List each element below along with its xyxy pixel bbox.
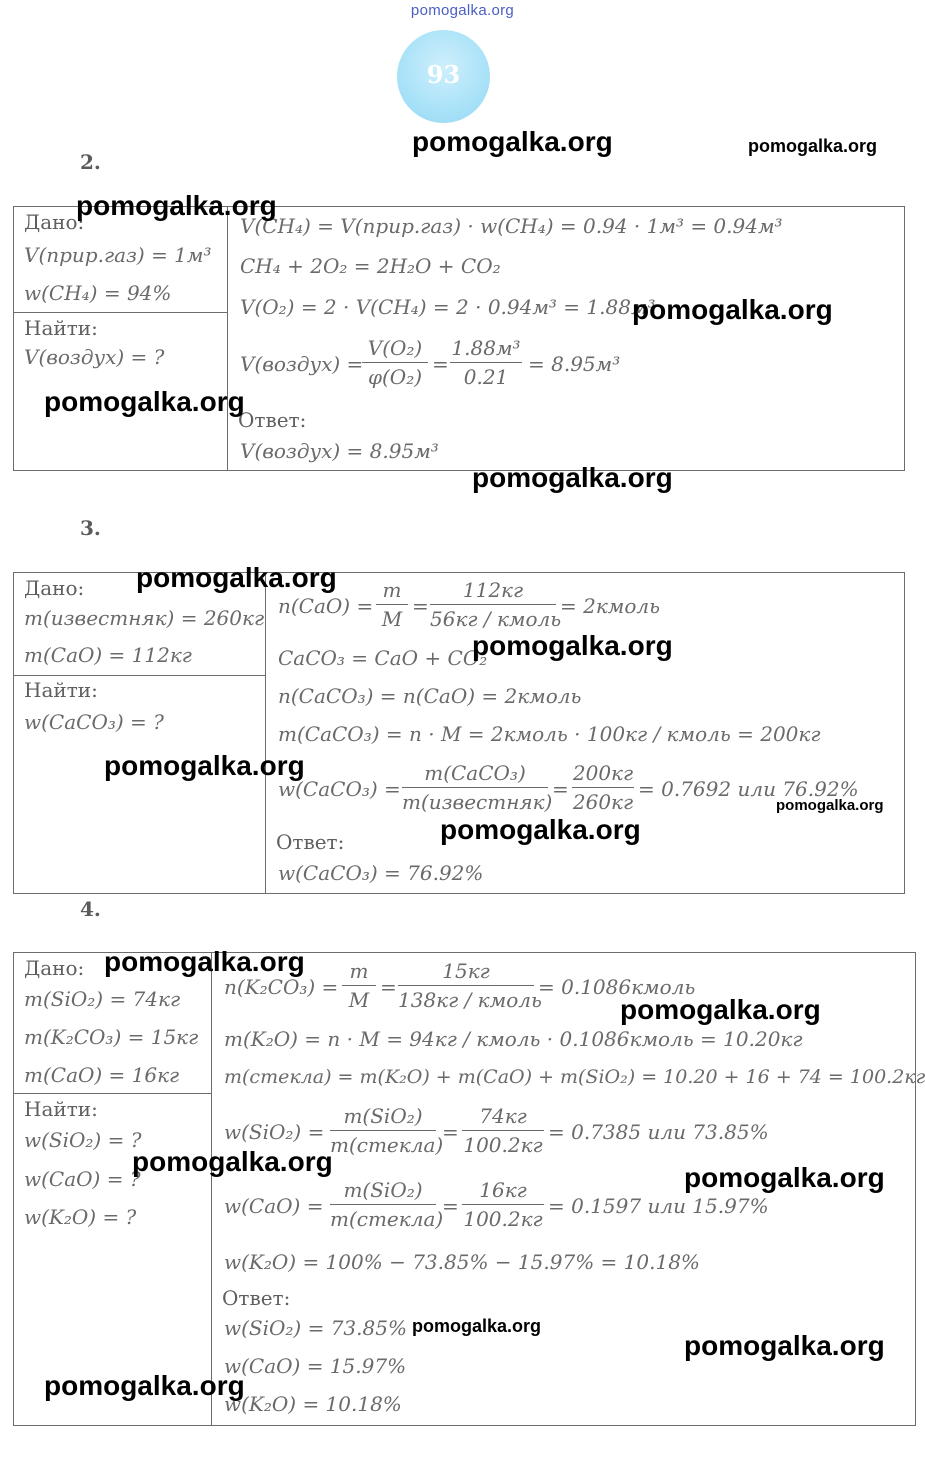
watermark: pomogalka.org xyxy=(440,814,641,845)
task-2-answer-line: V(воздух) = 8.95м³ xyxy=(240,439,439,463)
watermark: pomogalka.org xyxy=(136,562,337,593)
fraction-denominator: 260кг xyxy=(572,790,634,814)
fraction-bar xyxy=(342,985,376,986)
watermark: pomogalka.org xyxy=(44,386,245,417)
watermark: pomogalka.org xyxy=(44,1370,245,1401)
task-4-solution-line: m(стекла) = m(K₂O) + m(CaO) + m(SiO₂) = 10.20 + 16 + 74 = 100.2кг xyxy=(224,1066,925,1088)
watermark: pomogalka.org xyxy=(472,630,673,661)
fraction-numerator: m(SiO₂) xyxy=(343,1104,423,1128)
fraction xyxy=(398,959,542,1012)
task-2-given-separator xyxy=(13,312,228,313)
equals-sign: = xyxy=(552,777,569,801)
task-4-given-line: m(K₂CO₃) = 15кг xyxy=(24,1025,199,1049)
fraction-numerator: 1.88м³ xyxy=(451,336,521,360)
fraction-numerator: m(CaCO₃) xyxy=(424,761,526,785)
task-2-given-line: w(CH₄) = 94% xyxy=(24,281,172,305)
task-3-given-line: m(известняк) = 260кг xyxy=(24,606,265,630)
task-3-given-line: m(CaO) = 112кг xyxy=(24,643,192,667)
formula-result: = 0.7385 или 73.85% xyxy=(548,1120,769,1144)
fraction xyxy=(450,336,522,389)
fraction-bar xyxy=(450,362,522,363)
fraction-bar xyxy=(402,787,548,788)
fraction-bar xyxy=(398,985,534,986)
fraction xyxy=(362,336,428,389)
task-4-solution-line: m(K₂O) = n · M = 94кг / кмоль · 0.1086кмоль = 10.20кг xyxy=(224,1027,803,1051)
fraction-bar xyxy=(330,1204,436,1205)
fraction-denominator: 0.21 xyxy=(463,365,509,389)
fraction-numerator: V(O₂) xyxy=(367,336,423,360)
task-4-find-line: w(K₂O) = ? xyxy=(24,1205,137,1229)
formula-lhs: n(CaO) = xyxy=(278,594,374,618)
fraction xyxy=(376,578,408,631)
task-4-find-line: w(SiO₂) = ? xyxy=(24,1128,142,1152)
watermark: pomogalka.org xyxy=(104,946,305,977)
fraction-denominator: M xyxy=(348,988,370,1012)
task-4-number: 4. xyxy=(80,897,101,921)
watermark: pomogalka.org xyxy=(632,294,833,325)
task-3-find-label: Найти: xyxy=(24,678,98,702)
fraction xyxy=(430,578,562,631)
watermark: pomogalka.org xyxy=(412,126,613,157)
fraction-denominator: 100.2кг xyxy=(463,1133,543,1157)
formula-result: = 0.1597 или 15.97% xyxy=(548,1194,769,1218)
task-3-given-separator xyxy=(13,675,266,676)
formula-result: = 0.1086кмоль xyxy=(538,975,696,999)
watermark: pomogalka.org xyxy=(412,1316,542,1336)
watermark: pomogalka.org xyxy=(472,462,673,493)
task-2-find-line: V(воздух) = ? xyxy=(24,345,165,369)
fraction-bar xyxy=(376,604,408,605)
task-2-answer-label: Ответ: xyxy=(238,408,307,432)
fraction-numerator: m(SiO₂) xyxy=(343,1178,423,1202)
task-3-divider xyxy=(265,572,266,893)
task-4-find-line: w(CaO) = ? xyxy=(24,1167,141,1191)
watermark: pomogalka.org xyxy=(104,750,305,781)
fraction-denominator: φ(O₂) xyxy=(367,365,423,389)
fraction-numerator: m xyxy=(382,578,402,602)
formula-lhs: V(воздух) = xyxy=(240,352,364,376)
equals-sign: = xyxy=(442,1120,459,1144)
formula-result: = 8.95м³ xyxy=(528,352,621,376)
fraction-bar xyxy=(462,1204,544,1205)
task-4-given-label: Дано: xyxy=(24,956,85,980)
fraction-denominator: m(стекла) xyxy=(330,1133,444,1157)
task-2-solution-line: V(CH₄) = V(прир.газ) · w(CH₄) = 0.94 · 1м³ = 0.94м³ xyxy=(240,214,783,238)
fraction-numerator: m xyxy=(349,959,369,983)
watermark: pomogalka.org xyxy=(132,1146,333,1177)
task-2-given-label: Дано: xyxy=(24,210,85,234)
task-4-find-label: Найти: xyxy=(24,1097,98,1121)
equals-sign: = xyxy=(442,1194,459,1218)
fraction-bar xyxy=(572,787,634,788)
task-2-divider xyxy=(227,206,228,470)
fraction-numerator: 15кг xyxy=(442,959,490,983)
task-4-answer-line: w(SiO₂) = 73.85% xyxy=(224,1316,407,1340)
task-4-divider xyxy=(211,952,212,1425)
fraction xyxy=(462,1104,544,1157)
fraction xyxy=(402,761,553,814)
fraction-bar xyxy=(462,1130,544,1131)
task-3-answer-label: Ответ: xyxy=(276,830,345,854)
formula-lhs: n(K₂CO₃) = xyxy=(224,975,339,999)
site-header-link[interactable]: pomogalka.org xyxy=(410,2,515,19)
fraction xyxy=(330,1104,444,1157)
page-number: 93 xyxy=(426,60,461,89)
task-3-solution-line: m(CaCO₃) = n · M = 2кмоль · 100кг / кмоль = 200кг xyxy=(278,722,821,746)
fraction-denominator: 138кг / кмоль xyxy=(398,988,542,1012)
task-2-solution-line: V(O₂) = 2 · V(CH₄) = 2 · 0.94м³ = 1.88м³ xyxy=(240,295,656,319)
watermark: pomogalka.org xyxy=(620,994,821,1025)
task-4-given-line: m(SiO₂) = 74кг xyxy=(24,987,181,1011)
task-3-given-label: Дано: xyxy=(24,576,85,600)
watermark: pomogalka.org xyxy=(684,1330,885,1361)
equals-sign: = xyxy=(380,975,397,999)
fraction-numerator: 74кг xyxy=(479,1104,527,1128)
formula-lhs: w(CaO) = xyxy=(224,1194,324,1218)
task-2-number: 2. xyxy=(80,150,101,174)
fraction xyxy=(342,959,376,1012)
fraction xyxy=(330,1178,444,1231)
watermark: pomogalka.org xyxy=(684,1162,885,1193)
fraction xyxy=(572,761,634,814)
formula-result: = 2кмоль xyxy=(560,594,661,618)
task-4-solution-line: w(K₂O) = 100% − 73.85% − 15.97% = 10.18% xyxy=(224,1250,700,1274)
fraction-denominator: M xyxy=(381,607,403,631)
fraction-denominator: m(известняк) xyxy=(402,790,553,814)
task-3-solution-line: CaCO₃ = CaO + CO₂ xyxy=(278,646,488,670)
fraction-denominator: m(стекла) xyxy=(330,1207,444,1231)
task-3-answer-line: w(CaCO₃) = 76.92% xyxy=(278,861,484,885)
watermark: pomogalka.org xyxy=(76,190,277,221)
task-4-given-separator xyxy=(13,1093,212,1094)
fraction-denominator: 56кг / кмоль xyxy=(430,607,562,631)
task-3-solution-line: n(CaCO₃) = n(CaO) = 2кмоль xyxy=(278,684,582,708)
task-3-find-line: w(CaCO₃) = ? xyxy=(24,710,164,734)
task-4-answer-line: w(K₂O) = 10.18% xyxy=(224,1392,402,1416)
fraction-bar xyxy=(430,604,556,605)
fraction-bar xyxy=(362,362,428,363)
equals-sign: = xyxy=(432,352,449,376)
task-2-given-line: V(прир.газ) = 1м³ xyxy=(24,243,212,267)
fraction-numerator: 16кг xyxy=(479,1178,527,1202)
formula-lhs: w(SiO₂) = xyxy=(224,1120,325,1144)
fraction-bar xyxy=(330,1130,436,1131)
formula-result: = 0.7692 или 76.92% xyxy=(638,777,859,801)
fraction-numerator: 112кг xyxy=(462,578,524,602)
fraction-denominator: 100.2кг xyxy=(463,1207,543,1231)
task-2-solution-line: CH₄ + 2O₂ = 2H₂O + CO₂ xyxy=(240,254,501,278)
fraction-numerator: 200кг xyxy=(572,761,634,785)
task-2-find-label: Найти: xyxy=(24,316,98,340)
task-4-given-line: m(CaO) = 16кг xyxy=(24,1063,180,1087)
watermark: pomogalka.org xyxy=(748,136,878,156)
formula-lhs: w(CaCO₃) = xyxy=(278,777,401,801)
equals-sign: = xyxy=(412,594,429,618)
watermark: pomogalka.org xyxy=(776,797,884,814)
task-4-answer-label: Ответ: xyxy=(222,1286,291,1310)
fraction xyxy=(462,1178,544,1231)
task-3-number: 3. xyxy=(80,516,101,540)
task-4-answer-line: w(CaO) = 15.97% xyxy=(224,1354,407,1378)
